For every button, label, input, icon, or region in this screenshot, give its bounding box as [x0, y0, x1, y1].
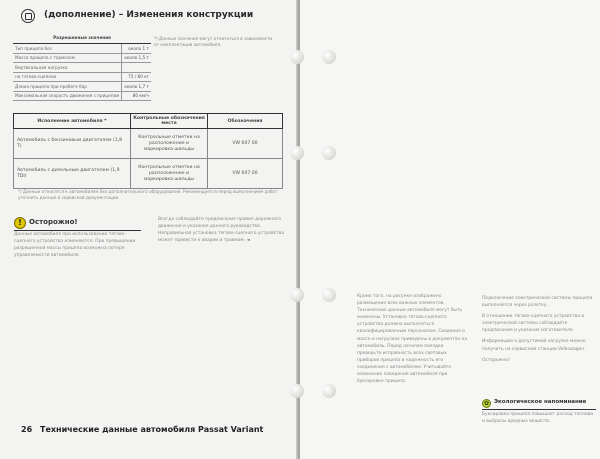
spec-footnote: *) Данные значения могут отличаться в зависимости от комплектации автомобиля. [154, 36, 273, 47]
left-page [0, 0, 298, 459]
table-row [13, 72, 151, 82]
paragraph: Осторожно! [482, 357, 510, 363]
binder-hole-icon [322, 146, 336, 160]
binder-hole-icon [322, 384, 336, 398]
eco-divider [482, 409, 596, 410]
vehicle-variant: Автомобиль с бензиновым двигателем (1,8 T) [14, 129, 131, 159]
spec-label: на тягово-сцепное [13, 72, 122, 82]
table-row [14, 159, 283, 189]
spec-value: около 1,7 т [122, 82, 151, 92]
eco-heading: Экологическое напоминание [494, 399, 587, 405]
spec-value: 80 км/ч [122, 91, 151, 101]
vehicle-code: VW 607 00 [208, 159, 283, 189]
table-row [14, 129, 283, 159]
page-header-title: (дополнение) – Изменения конструкции [44, 10, 254, 20]
column-header: Исполнение автомобиля * [14, 114, 131, 129]
footer-title: Технические данные автомобиля Passat Variant [40, 425, 264, 434]
spec-label: Максимальная скорость движения с прицепом [13, 91, 122, 101]
vehicle-variant: Автомобиль с дизельным двигателем (1,9 TDI) [14, 159, 131, 189]
spec-label: Вертикальная нагрузка [13, 63, 122, 73]
warning-text-continued: Всегда соблюдайте предписания правил дорожного движения и указания данного руководства. Неправильная установка тягово-сцепного устройства может привести к аварии и травмам. ◄ [158, 217, 285, 243]
binder-hole-icon [322, 50, 336, 64]
vehicle-reference: Контрольные отметки на расположение и маркировка шильды [131, 129, 208, 159]
vehicle-code: VW 607 00 [208, 129, 283, 159]
spec-label: Длина прицепа при пробеге бар [13, 82, 122, 92]
spec-label: Тип прицепа без [13, 44, 122, 54]
vehicle-table [13, 113, 283, 189]
binder-hole-icon [290, 146, 304, 160]
warning-icon: ! [14, 217, 26, 229]
right-page-column-right [482, 295, 594, 368]
spec-table-header: Разрешенные значения [13, 31, 151, 44]
right-page [300, 0, 600, 459]
vehicle-reference: Контрольные отметки на расположение и маркировка шильды [131, 159, 208, 189]
spec-value: около 1 т [122, 44, 151, 54]
page-number: 26 [21, 425, 33, 434]
right-page-column-left: Кроме того, на рисунке изображено размещение всех важных элементов. Технические данные автомобиля могут быть изменены. Установка тягово-сцепного устройства должна выполняться квалифицированным персоналом. Сведения о массе и нагрузках приведены в документах на автомобиль. Перед началом поездки проверьте исправность всех световых приборов прицепа и надежность его соединения с автомобилем. Учитывайте изменение поведения автомобиля при буксировке прицепа. [357, 294, 468, 385]
table-row [13, 63, 151, 73]
binder-hole-icon [290, 50, 304, 64]
column-header: Контрольные обозначения места [131, 114, 208, 129]
spec-table [13, 31, 151, 101]
eco-text: Буксировка прицепа повышает расход топлива и выбросы вредных веществ. [482, 412, 594, 424]
spec-value: около 1,5 т [122, 53, 151, 63]
paragraph: Информацию о допустимой нагрузке можно получить на сервисной станции Volkswagen. [482, 339, 586, 352]
table-row [13, 44, 151, 54]
spec-label: Масса прицепа с тормозом [13, 53, 122, 63]
warning-text: Данные автомобиля при использовании тягово-сцепного устройства изменяются. При превышении разрешенной массы прицепа возможна потеря управляемости автомобиля. [14, 232, 136, 258]
table-row [13, 91, 151, 101]
eco-leaf-icon: ✿ [483, 400, 490, 407]
spec-value: 75 / 80 кг [122, 72, 151, 82]
warning-heading: Осторожно! [29, 218, 78, 226]
vw-logo-icon [21, 9, 35, 23]
paragraph: Подключение электрической системы прицепа выполняется через розетку. [482, 296, 593, 309]
binder-hole-icon [322, 288, 336, 302]
binder-hole-icon [290, 288, 304, 302]
spec-value [122, 63, 151, 73]
table-row [13, 53, 151, 63]
binder-hole-icon [290, 384, 304, 398]
paragraph: В отношении тягово-сцепного устройства и электрической системы соблюдайте предписания и указания изготовителя. [482, 314, 585, 334]
vehicle-footnote: *) Данные относятся к автомобилям без дополнительного оборудования. Рекомендуется перед выполнением работ уточнить данные в сервисной документации. [18, 189, 278, 200]
column-header: Обозначения [208, 114, 283, 129]
table-row [13, 82, 151, 92]
